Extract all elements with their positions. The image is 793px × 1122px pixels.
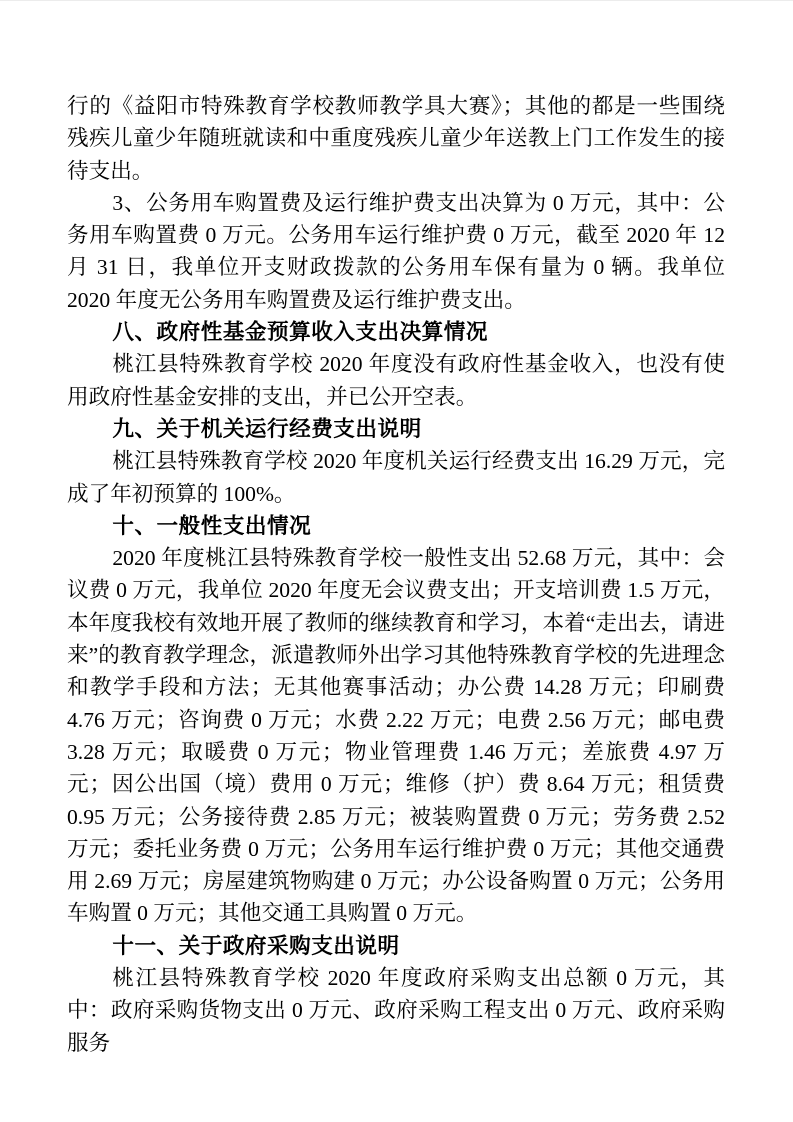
paragraph-government-fund-statement: 桃江县特殊教育学校 2020 年度没有政府性基金收入，也没有使用政府性基金安排的支出，并已公开空表。 [67,352,725,409]
section-heading-10-general-expenditure: 十、一般性支出情况 [112,512,312,538]
paragraph-reception-expense-continued: 行的《益阳市特殊教育学校教师教学具大赛》；其他的都是一些围绕残疾儿童少年随班就读和中重度残疾儿童少年送教上门工作发生的接待支出。 [67,94,725,183]
paragraph-general-expenditure-breakdown: 2020 年度桃江县特殊教育学校一般性支出 52.68 万元，其中：会议费 0 万元，我单位 2020 年度无会议费支出；开支培训费 1.5 万元，本年度我校有效地开展了教师的继续教育和学习，本着“走出去，请进来”的教育教学理念，派遣教师外出学习其他特殊教育学校的先进理念和教学手段和方法；无其他赛事活动；办公费 14.28 万元；印刷费 4.76 万元；咨询费 0 万元；水费 2.22 万元；电费 2.56 万元；邮电费 3.28 万元；取暖费 0 万元；物业管理费 1.46 万元；差旅费 4.97 万元；因公出国（境）费用 0 万元；维修（护）费 8.64 万元；租赁费 0.95 万元；公务接待费 2.85 万元；被装购置费 0 万元；劳务费 2.52 万元；委托业务费 0 万元；公务用车运行维护费 0 万元；其他交通费用 2.69 万元；房屋建筑物购建 0 万元；办公设备购置 0 万元；公务用车购置 0 万元；其他交通工具购置 0 万元。 [67,546,725,926]
paragraph-official-vehicle-expense: 3、公务用车购置费及运行维护费支出决算为 0 万元，其中：公务用车购置费 0 万元。公务用车运行维护费 0 万元，截至 2020 年 12 月 31 日，我单位开支财政拨款的公务用车保有量为 0 辆。我单位 2020 年度无公务用车购置费及运行维护费支出。 [67,190,725,312]
section-heading-11-government-procurement: 十一、关于政府采购支出说明 [112,932,400,958]
paragraph-government-procurement-truncated: 桃江县特殊教育学校 2020 年度政府采购支出总额 0 万元，其中：政府采购货物支出 0 万元、政府采购工程支出 0 万元、政府采购服务 [67,966,725,1055]
section-heading-9-agency-operating-expense: 九、关于机关运行经费支出说明 [112,415,422,441]
paragraph-agency-operating-expense: 桃江县特殊教育学校 2020 年度机关运行经费支出 16.29 万元，完成了年初预算的 100%。 [67,449,725,506]
section-heading-8-government-fund-budget: 八、政府性基金预算收入支出决算情况 [112,319,488,345]
